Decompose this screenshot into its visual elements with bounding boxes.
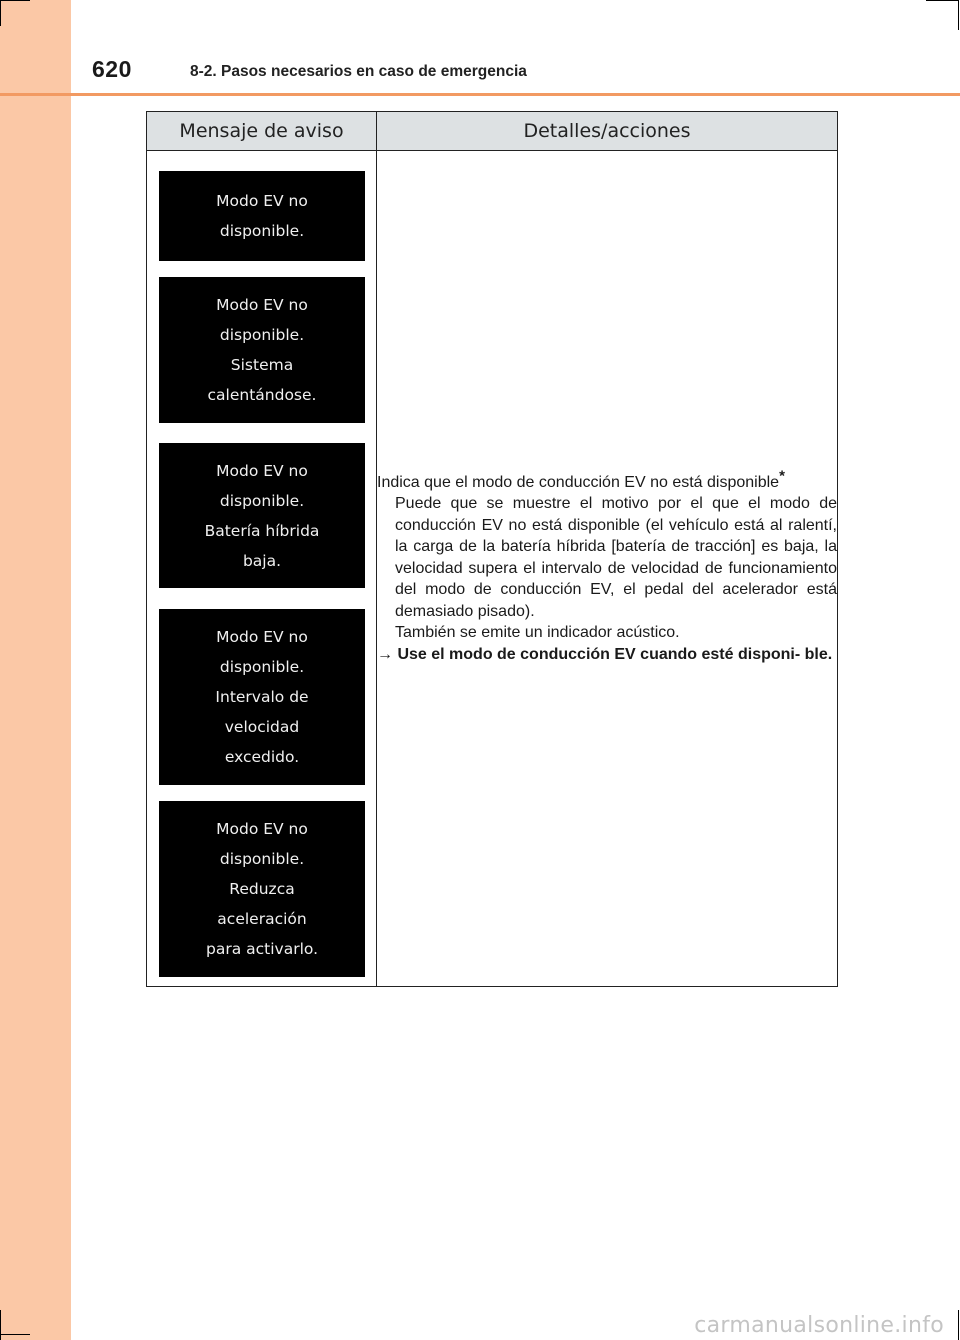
- details-cell: [377, 151, 838, 987]
- warning-display-2: [159, 277, 365, 423]
- details-sound-note: También se emite un indicador acústico.: [395, 624, 680, 642]
- arrow-icon: →: [377, 645, 393, 663]
- crop-mark-bottom-left: [0, 1310, 1, 1340]
- display-line: Sistema: [230, 356, 294, 374]
- details-action: [377, 644, 837, 666]
- crop-mark-top-left-h: [0, 0, 30, 1]
- crop-mark-top-right-h: [926, 0, 958, 1]
- message-cell: [147, 151, 377, 987]
- crop-mark-top-right: [958, 0, 959, 30]
- warning-table: [146, 111, 838, 987]
- display-line: disponible.: [219, 658, 305, 676]
- display-line: disponible.: [219, 850, 305, 868]
- display-line: Modo EV no: [216, 461, 308, 480]
- display-line: velocidad: [224, 718, 300, 736]
- asterisk-mark: *: [779, 467, 785, 485]
- display-line: calentándose.: [207, 386, 317, 404]
- watermark-text: carmanualsonline.info: [694, 1313, 944, 1338]
- display-line: baja.: [242, 551, 282, 570]
- display-line: Modo EV no: [216, 192, 308, 210]
- warning-display-5: [159, 801, 365, 977]
- warning-display-1: [159, 171, 365, 261]
- display-line: disponible.: [219, 326, 305, 344]
- display-line: disponible.: [219, 222, 305, 240]
- display-line: disponible.: [219, 491, 305, 510]
- crop-mark-bottom-right: [958, 1310, 959, 1340]
- warning-display-3: [159, 443, 365, 588]
- display-line: Modo EV no: [216, 820, 308, 838]
- header-rule: [0, 93, 960, 96]
- display-line: para activarlo.: [205, 940, 319, 958]
- details-explanation: Puede que se muestre el motivo por el que el modo de conducción EV no está disponible (el vehículo está al ralentí, la carga de la batería híbrida [batería de tracción] es baja, la velocidad supera el intervalo de velocidad de funcionamiento del modo de conducción EV, el pedal del acelerador está demasiado pisado).: [395, 495, 837, 620]
- display-line: Modo EV no: [216, 296, 308, 314]
- col-header-details: Detalles/acciones: [377, 112, 838, 151]
- display-line: Modo EV no: [216, 628, 308, 646]
- details-intro-text: Indica que el modo de conducción EV no está disponible: [377, 473, 780, 491]
- crop-mark-bottom-left-h: [0, 1334, 30, 1335]
- display-line: excedido.: [224, 748, 300, 766]
- display-line: Batería híbrida: [204, 521, 320, 540]
- section-title: 8-2. Pasos necesarios en caso de emergencia: [190, 63, 527, 80]
- table-header-row: [147, 112, 838, 151]
- display-line: Intervalo de: [215, 688, 309, 706]
- display-line: Reduzca: [229, 880, 295, 898]
- details-action-text: Use el modo de conducción EV cuando esté disponi- ble.: [397, 645, 833, 663]
- col-header-message: Mensaje de aviso: [147, 112, 377, 151]
- display-line: aceleración: [217, 910, 307, 928]
- crop-mark-top-left: [0, 0, 1, 26]
- table-row: [147, 151, 838, 987]
- warning-display-4: [159, 609, 365, 785]
- page-number: 620: [92, 56, 132, 82]
- side-color-strip: [0, 0, 71, 1340]
- details-intro: [377, 467, 837, 494]
